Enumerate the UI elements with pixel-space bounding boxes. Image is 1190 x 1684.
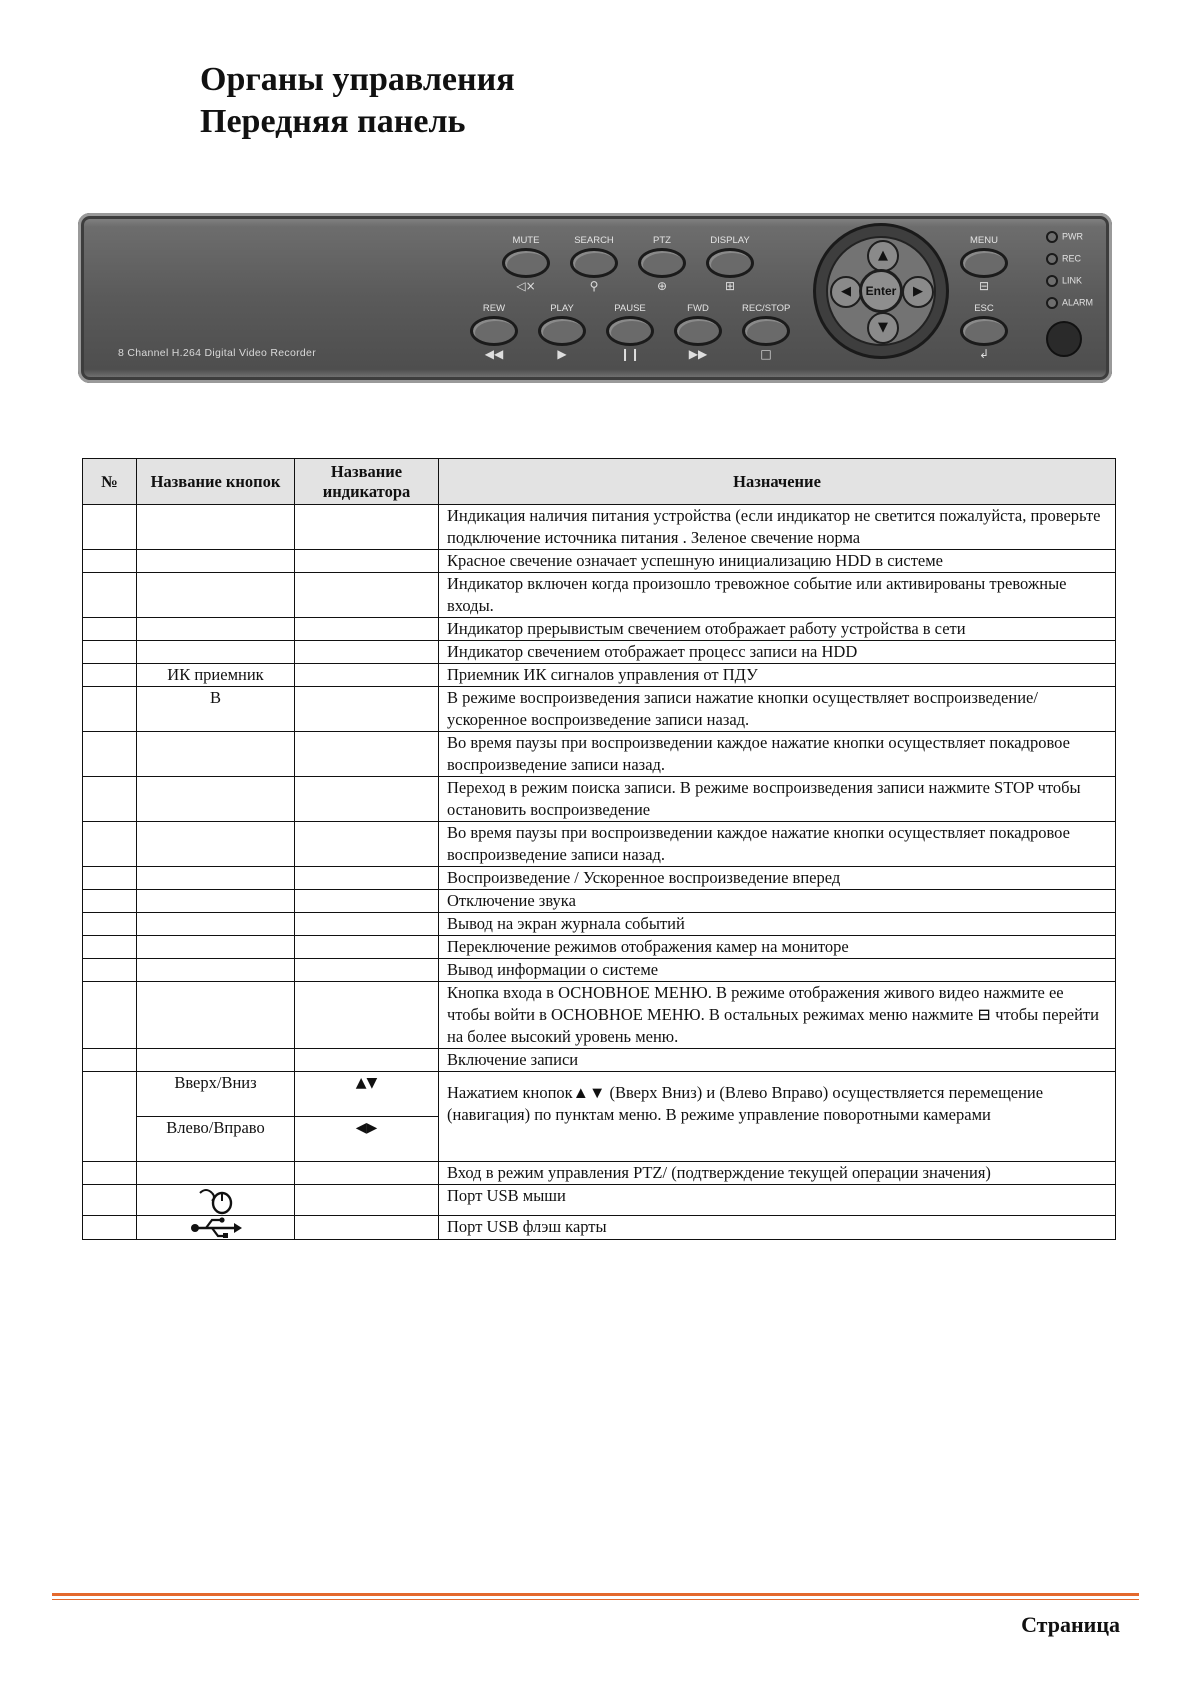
row-indicator-name (295, 664, 439, 687)
row-purpose: Вывод на экран журнала событий (439, 913, 1116, 936)
model-text: 8 Channel H.264 Digital Video Recorder (118, 347, 316, 359)
row-indicator-name (295, 641, 439, 664)
row-indicator-name (295, 687, 439, 732)
row-purpose: Отключение звука (439, 890, 1116, 913)
table-row (83, 982, 1116, 1049)
mute-button[interactable] (502, 235, 550, 295)
usb-flash-desc: Порт USB флэш карты (439, 1216, 1116, 1240)
table-row (83, 959, 1116, 982)
row-indicator-name (295, 867, 439, 890)
row-purpose: Кнопка входа в ОСНОВНОЕ МЕНЮ. В режиме отображения живого видео нажмите ее чтобы войти в ОСНОВНОЕ МЕНЮ. В остальных режимах меню нажмите ⊟ чтобы перейти на более высокий уровень меню. (439, 982, 1116, 1049)
table-row-nav-updown (83, 1072, 1116, 1117)
heading-controls: Органы управления (200, 61, 515, 98)
table-row-usb-mouse (83, 1185, 1116, 1216)
row-button-name (137, 1049, 295, 1072)
menu-label: MENU (970, 235, 998, 246)
row-indicator-name (295, 913, 439, 936)
display-button[interactable] (706, 235, 754, 295)
row-button-name (137, 550, 295, 573)
stop-icon: □ (760, 347, 772, 361)
row-button-name (137, 618, 295, 641)
table-row (83, 573, 1116, 618)
menu-icon: ⊟ (978, 279, 990, 293)
ir-receiver-icon (1046, 321, 1082, 357)
pwr-led-icon (1046, 231, 1058, 243)
nav-leftright-label: Влево/Вправо (137, 1117, 295, 1162)
play-icon: ▶ (557, 347, 567, 361)
row-num (83, 573, 137, 618)
search-button[interactable] (570, 235, 618, 295)
row-indicator-name (295, 573, 439, 618)
up-arrow-button[interactable]: ▲ (867, 240, 899, 272)
right-arrow-button[interactable]: ▶ (902, 276, 934, 308)
row-indicator-name (295, 777, 439, 822)
table-row (83, 777, 1116, 822)
row-purpose: Воспроизведение / Ускоренное воспроизведение вперед (439, 867, 1116, 890)
row-button-name (137, 732, 295, 777)
rew-label: REW (482, 303, 506, 314)
esc-button[interactable] (960, 303, 1008, 363)
table-row (83, 550, 1116, 573)
row-button-name: ИК приемник (137, 664, 295, 687)
rec-stop-label: REC/STOP (742, 303, 791, 314)
row-num (83, 687, 137, 732)
alarm-led-icon (1046, 297, 1058, 309)
row-purpose: Во время паузы при воспроизведении каждое нажатие кнопки осуществляет покадровое воспроизведение записи назад. (439, 822, 1116, 867)
row-button-name (137, 867, 295, 890)
search-icon: ⚲ (589, 279, 599, 293)
led-alarm: ALARM (1046, 297, 1093, 309)
fwd-button[interactable] (674, 303, 722, 363)
row-indicator-name (295, 982, 439, 1049)
up-down-icon: ▲▼ (295, 1072, 439, 1117)
row-num (83, 505, 137, 550)
left-arrow-button[interactable]: ◀ (830, 276, 862, 308)
led-link: LINK (1046, 275, 1082, 287)
led-rec: REC (1046, 253, 1081, 265)
row-purpose: Переключение режимов отображения камер на мониторе (439, 936, 1116, 959)
led-pwr: PWR (1046, 231, 1083, 243)
row-purpose: В режиме воспроизведения записи нажатие кнопки осуществляет воспроизведение/ускоренное воспроизведение записи назад. (439, 687, 1116, 732)
dvr-front-panel (78, 213, 1112, 383)
row-purpose: Переход в режим поиска записи. В режиме воспроизведения записи нажмите STOP чтобы остановить воспроизведение (439, 777, 1116, 822)
search-label: SEARCH (574, 235, 614, 246)
row-indicator-name (295, 936, 439, 959)
table-row (83, 890, 1116, 913)
table-row (83, 664, 1116, 687)
heading-front-panel: Передняя панель (200, 103, 466, 140)
row-button-name (137, 982, 295, 1049)
rew-button[interactable] (470, 303, 518, 363)
mute-icon: ◁× (516, 279, 536, 293)
row-num (83, 982, 137, 1049)
menu-button[interactable] (960, 235, 1008, 295)
down-arrow-button[interactable]: ▼ (867, 312, 899, 344)
row-indicator-name (295, 1049, 439, 1072)
footer-rule (52, 1593, 1139, 1596)
ptz-icon: ⊕ (656, 279, 668, 293)
row-purpose: Во время паузы при воспроизведении каждое нажатие кнопки осуществляет покадровое воспроизведение записи назад. (439, 732, 1116, 777)
usb-mouse-icon (196, 1185, 236, 1215)
grid-icon: ⊞ (724, 279, 736, 293)
rec-stop-button[interactable] (742, 303, 790, 363)
mute-label: MUTE (512, 235, 540, 246)
row-num (83, 664, 137, 687)
nav-desc: Нажатием кнопок▲▼ (Вверх Вниз) и (Влево Вправо) осуществляется перемещение (навигация) по пунктам меню. В режиме управление поворотными камерами (439, 1072, 1116, 1162)
enter-button[interactable]: Enter (859, 269, 903, 313)
table-row (83, 1049, 1116, 1072)
usb-icon (190, 1217, 242, 1239)
row-button-name (137, 777, 295, 822)
table-row-usb-flash (83, 1216, 1116, 1240)
return-icon: ↲ (978, 347, 990, 361)
row-button-name (137, 573, 295, 618)
row-indicator-name (295, 959, 439, 982)
table-row (83, 687, 1116, 732)
table-row (83, 732, 1116, 777)
row-num (83, 641, 137, 664)
enter-desc: Вход в режим управления PTZ/ (подтверждение текущей операции значения) (439, 1162, 1116, 1185)
play-button[interactable] (538, 303, 586, 363)
table-row (83, 641, 1116, 664)
navigation-pad (813, 223, 949, 359)
table-row-enter (83, 1162, 1116, 1185)
row-indicator-name (295, 618, 439, 641)
row-purpose: Приемник ИК сигналов управления от ПДУ (439, 664, 1116, 687)
table-row (83, 913, 1116, 936)
row-button-name (137, 505, 295, 550)
fwd-label: FWD (687, 303, 709, 314)
rewind-icon: ◀◀ (484, 347, 504, 361)
row-num (83, 959, 137, 982)
row-num (83, 890, 137, 913)
left-right-icon: ◀▶ (295, 1117, 439, 1162)
row-purpose: Индикация наличия питания устройства (если индикатор не светится пожалуйста, проверьте подключение источника питания . Зеленое свечение норма (439, 505, 1116, 550)
pause-button[interactable] (606, 303, 654, 363)
pause-label: PAUSE (614, 303, 646, 314)
fast-forward-icon: ▶▶ (688, 347, 708, 361)
table-row (83, 618, 1116, 641)
row-button-name (137, 959, 295, 982)
row-num (83, 550, 137, 573)
row-button-name (137, 936, 295, 959)
row-num (83, 867, 137, 890)
nav-updown-label: Вверх/Вниз (137, 1072, 295, 1117)
row-num (83, 777, 137, 822)
row-indicator-name (295, 550, 439, 573)
rec-led-icon (1046, 253, 1058, 265)
table-header (83, 459, 1116, 505)
row-num (83, 1049, 137, 1072)
footer-page-label: Страница (1021, 1612, 1120, 1637)
row-purpose: Индикатор включен когда произошло тревожное событие или активированы тревожные входы. (439, 573, 1116, 618)
row-purpose: Вывод информации о системе (439, 959, 1116, 982)
link-led-icon (1046, 275, 1058, 287)
row-button-name (137, 641, 295, 664)
row-purpose: Красное свечение означает успешную инициализацию HDD в системе (439, 550, 1116, 573)
col-purpose: Назначение (439, 459, 1116, 505)
row-button-name (137, 913, 295, 936)
controls-table (82, 458, 1116, 1240)
row-indicator-name (295, 890, 439, 913)
ptz-label: PTZ (653, 235, 671, 246)
row-indicator-name (295, 505, 439, 550)
table-row (83, 936, 1116, 959)
play-label: PLAY (550, 303, 574, 314)
ptz-button[interactable] (638, 235, 686, 295)
pause-icon: ❙❙ (619, 347, 641, 361)
esc-label: ESC (974, 303, 994, 314)
col-indicator-name: Название индикатора (295, 459, 439, 505)
table-row (83, 505, 1116, 550)
row-num (83, 822, 137, 867)
col-num: № (83, 459, 137, 505)
row-num (83, 618, 137, 641)
usb-mouse-desc: Порт USB мыши (439, 1185, 1116, 1216)
footer-rule-thin (52, 1599, 1139, 1600)
row-indicator-name (295, 822, 439, 867)
display-label: DISPLAY (710, 235, 750, 246)
row-button-name (137, 890, 295, 913)
row-num (83, 936, 137, 959)
row-button-name (137, 822, 295, 867)
row-indicator-name (295, 732, 439, 777)
row-purpose: Индикатор прерывистым свечением отображает работу устройства в сети (439, 618, 1116, 641)
row-num (83, 913, 137, 936)
table-row (83, 822, 1116, 867)
col-button-name: Название кнопок (137, 459, 295, 505)
row-purpose: Включение записи (439, 1049, 1116, 1072)
row-purpose: Индикатор свечением отображает процесс записи на HDD (439, 641, 1116, 664)
table-row (83, 867, 1116, 890)
row-button-name: В (137, 687, 295, 732)
row-num (83, 732, 137, 777)
